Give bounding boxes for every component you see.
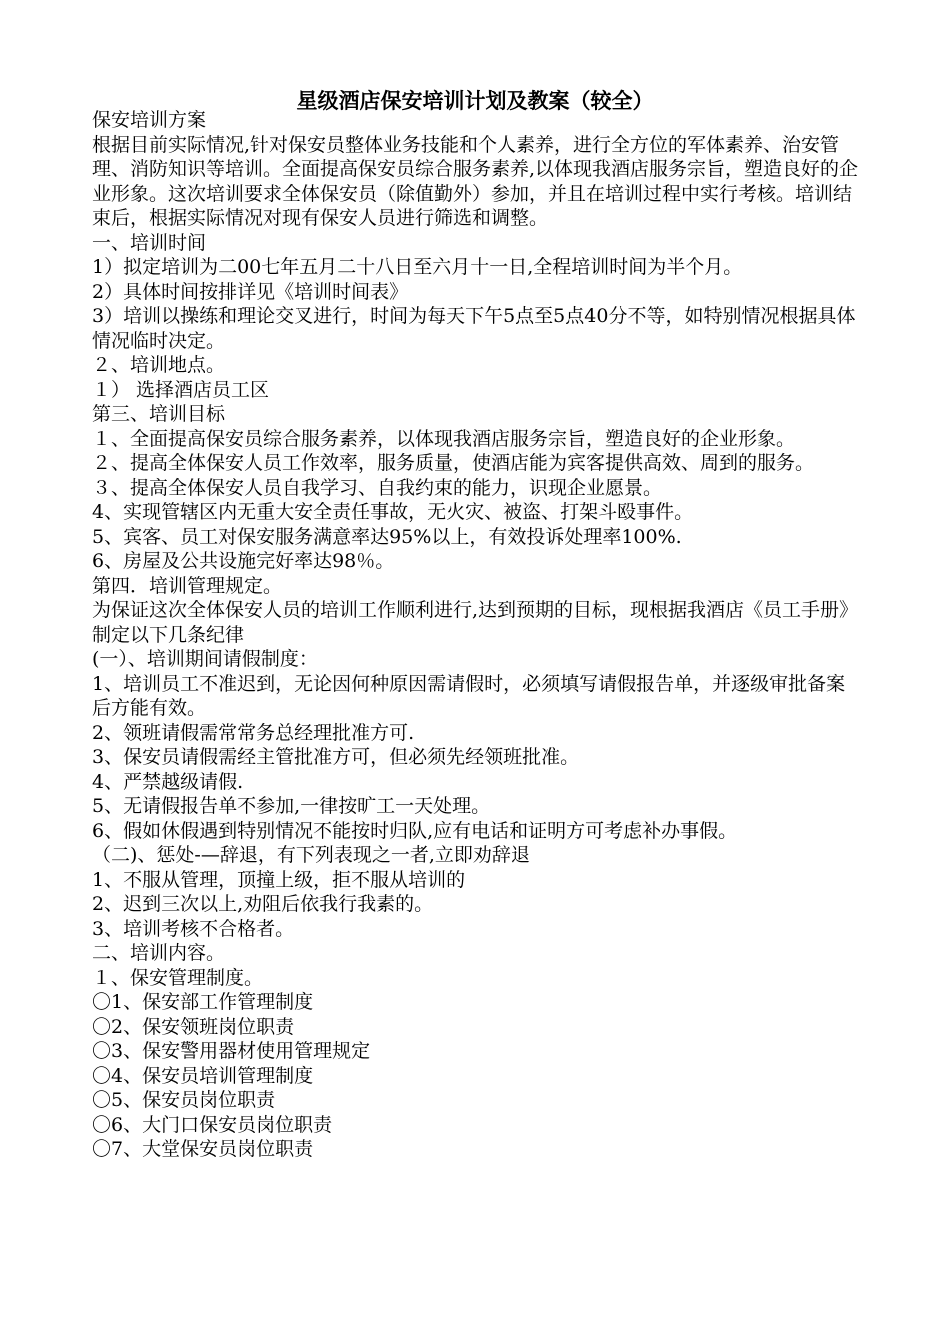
paragraph: 第四．培训管理规定。 [92, 574, 283, 597]
paragraph: 5、宾客、员工对保安服务满意率达95%以上，有效投诉处理率100%. [92, 525, 682, 548]
paragraph: ２、培训地点。 [92, 354, 226, 376]
document-body [92, 108, 862, 1162]
paragraph: １） 选择酒店员工区 [92, 378, 270, 401]
paragraph: 4、严禁越级请假. [92, 770, 244, 793]
paragraph: ２、提高全体保安人员工作效率，服务质量，使酒店能为宾客提供高效、周到的服务。 [92, 452, 815, 474]
paragraph: 第三、培训目标 [92, 403, 226, 425]
document-title: 星级酒店保安培训计划及教案（较全） [296, 89, 654, 113]
paragraph: １、全面提高保安员综合服务素养，以体现我酒店服务宗旨，塑造良好的企业形象。 [92, 427, 796, 450]
paragraph: 5、无请假报告单不参加,一律按旷工一天处理。 [92, 795, 491, 817]
paragraph: 〇3、保安警用器材使用管理规定 [92, 1040, 371, 1062]
paragraph: 2、迟到三次以上,劝阻后依我行我素的。 [92, 893, 434, 915]
paragraph: 3、培训考核不合格者。 [92, 917, 295, 940]
paragraph: 4、实现管辖区内无重大安全责任事故，无火灾、被盗、打架斗殴事件。 [92, 501, 694, 523]
paragraph: 〇2、保安领班岗位职责 [92, 1015, 295, 1038]
paragraph: 〇7、大堂保安员岗位职责 [92, 1138, 314, 1160]
paragraph: ３、提高全体保安人员自我学习、自我约束的能力，识现企业愿景。 [92, 476, 663, 499]
paragraph: 〇1、保安部工作管理制度 [92, 991, 314, 1013]
paragraph: 根据目前实际情况,针对保安员整体业务技能和个人素养，进行全方位的军体素养、治安管理、消防知识等培训。全面提高保安员综合服务素养,以体现我酒店服务宗旨，塑造良好的企业形象。这次培训要求全体保安员（除值勤外）参加，并且在培训过程中实行考核。培训结束后，根据实际情况对现有保安人员进行筛选和调整。 [92, 133, 859, 229]
paragraph: 1、不服从管理，顶撞上级，拒不服从培训的 [92, 868, 466, 891]
paragraph: 〇6、大门口保安员岗位职责 [92, 1113, 333, 1136]
paragraph: 3、保安员请假需经主管批准方可，但必须先经领班批准。 [92, 746, 580, 768]
paragraph: （二)、惩处-—辞退，有下列表现之一者,立即劝辞退 [92, 844, 530, 866]
paragraph: 为保证这次全体保安人员的培训工作顺利进行,达到预期的目标，现根据我酒店《员工手册》制定以下几条纪律 [92, 599, 859, 646]
paragraph: 一、培训时间 [92, 231, 207, 254]
paragraph: 2、领班请假需常常务总经理批准方可. [92, 721, 415, 744]
paragraph: (一）、培训期间请假制度： [92, 648, 318, 670]
paragraph: 2）具体时间按排详见《培训时间表》 [92, 280, 409, 303]
paragraph: １、保安管理制度。 [92, 966, 264, 989]
paragraph: 保安培训方案 [92, 109, 207, 131]
paragraph: 3）培训以操练和理论交叉进行，时间为每天下午5点至5点40分不等，如特别情况根据具体情况临时决定。 [92, 305, 856, 352]
paragraph: 1）拟定培训为二00七年五月二十八日至六月十一日,全程培训时间为半个月。 [92, 256, 743, 278]
paragraph: 1、培训员工不准迟到，无论因何种原因需请假时，必须填写请假报告单，并逐级审批备案后方能有效。 [92, 672, 846, 719]
paragraph: 6、房屋及公共设施完好率达98％。 [92, 550, 395, 572]
paragraph: 〇4、保安员培训管理制度 [92, 1064, 314, 1087]
paragraph: 6、假如休假遇到特别情况不能按时归队,应有电话和证明方可考虑补办事假。 [92, 819, 738, 842]
paragraph: 〇5、保安员岗位职责 [92, 1089, 276, 1111]
paragraph: 二、培训内容。 [92, 942, 226, 964]
